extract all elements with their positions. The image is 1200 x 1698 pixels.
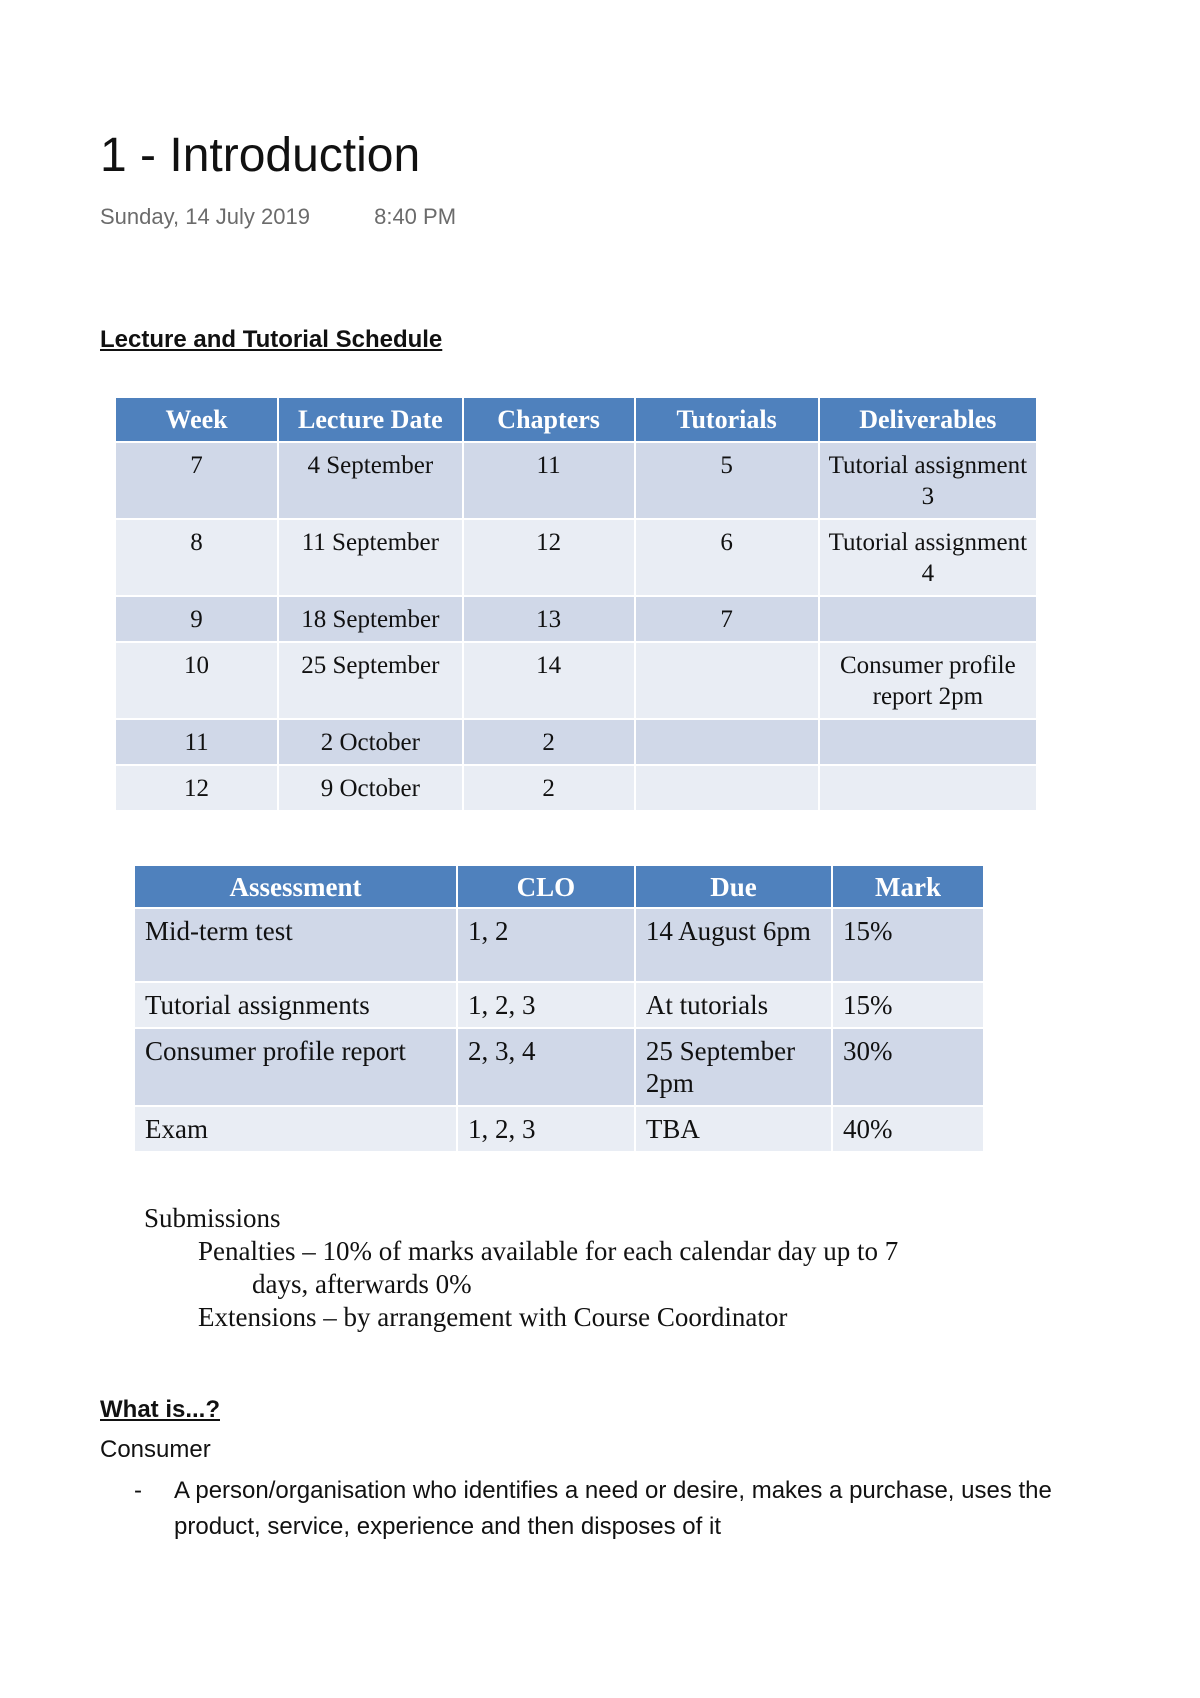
table-row — [115, 596, 1037, 642]
schedule-header-week: Week — [115, 397, 278, 442]
definition-text: A person/organisation who identifies a need or desire, makes a purchase, uses the product, service, experience and then disposes of it — [174, 1477, 1052, 1540]
assessment-header-row — [134, 865, 984, 908]
page-time: 8:40 PM — [374, 204, 457, 229]
table-cell: 6 — [635, 519, 819, 596]
table-cell — [635, 719, 819, 765]
table-cell: 18 September — [278, 596, 462, 642]
table-cell: 1, 2, 3 — [457, 982, 635, 1028]
page-meta — [100, 204, 456, 230]
table-cell: 11 September — [278, 519, 462, 596]
table-row — [134, 908, 984, 982]
table-cell: 2 — [463, 719, 635, 765]
table-cell: Consumer profile report — [134, 1028, 457, 1106]
table-cell: 15% — [832, 908, 984, 982]
table-cell — [635, 642, 819, 719]
table-cell: 1, 2 — [457, 908, 635, 982]
table-cell: 5 — [635, 442, 819, 519]
table-cell: 11 — [463, 442, 635, 519]
assessment-header-mark: Mark — [832, 865, 984, 908]
assessment-table — [133, 864, 985, 1153]
table-cell: 30% — [832, 1028, 984, 1106]
table-cell: 14 — [463, 642, 635, 719]
table-cell: Tutorial assignments — [134, 982, 457, 1028]
table-row — [134, 1106, 984, 1152]
schedule-header-lecture-date: Lecture Date — [278, 397, 462, 442]
table-cell: 9 — [115, 596, 278, 642]
table-cell — [635, 765, 819, 811]
penalties-line-continued: days, afterwards 0% — [252, 1269, 472, 1299]
assessment-header-assessment: Assessment — [134, 865, 457, 908]
table-cell: 2, 3, 4 — [457, 1028, 635, 1106]
penalties-line: Penalties – 10% of marks available for each calendar day up to 7 — [198, 1236, 899, 1266]
schedule-header-chapters: Chapters — [463, 397, 635, 442]
bullet-marker: - — [134, 1477, 142, 1504]
table-cell: 25 September — [278, 642, 462, 719]
table-cell: 7 — [635, 596, 819, 642]
page-title: 1 - Introduction — [100, 129, 421, 182]
schedule-header-tutorials: Tutorials — [635, 397, 819, 442]
term-consumer: Consumer — [100, 1436, 211, 1463]
table-cell: At tutorials — [635, 982, 832, 1028]
table-cell: 12 — [115, 765, 278, 811]
table-cell: 12 — [463, 519, 635, 596]
table-row — [115, 642, 1037, 719]
schedule-header-deliverables: Deliverables — [819, 397, 1037, 442]
extensions-line: Extensions – by arrangement with Course Coordinator — [198, 1302, 788, 1332]
submissions-block — [144, 1202, 898, 1334]
table-cell: 25 September 2pm — [635, 1028, 832, 1106]
table-cell — [819, 765, 1037, 811]
table-cell: 10 — [115, 642, 278, 719]
table-cell: 11 — [115, 719, 278, 765]
table-row — [115, 442, 1037, 519]
schedule-table — [114, 396, 1038, 812]
table-cell: Consumer profile report 2pm — [819, 642, 1037, 719]
table-cell: 2 October — [278, 719, 462, 765]
table-row — [134, 982, 984, 1028]
table-cell: 2 — [463, 765, 635, 811]
assessment-header-due: Due — [635, 865, 832, 908]
table-cell: TBA — [635, 1106, 832, 1152]
schedule-header-row — [115, 397, 1037, 442]
assessment-header-clo: CLO — [457, 865, 635, 908]
table-row — [134, 1028, 984, 1106]
table-cell: Tutorial assignment 3 — [819, 442, 1037, 519]
table-cell: 1, 2, 3 — [457, 1106, 635, 1152]
submissions-title: Submissions — [144, 1203, 281, 1233]
table-cell: 15% — [832, 982, 984, 1028]
table-cell: Tutorial assignment 4 — [819, 519, 1037, 596]
table-cell: 8 — [115, 519, 278, 596]
table-row — [115, 519, 1037, 596]
table-cell: 9 October — [278, 765, 462, 811]
table-cell: 4 September — [278, 442, 462, 519]
table-cell: Exam — [134, 1106, 457, 1152]
what-is-heading: What is...? — [100, 1396, 220, 1423]
table-cell: 40% — [832, 1106, 984, 1152]
table-cell — [819, 719, 1037, 765]
table-row — [115, 719, 1037, 765]
schedule-heading: Lecture and Tutorial Schedule — [100, 326, 443, 353]
page-date: Sunday, 14 July 2019 — [100, 204, 310, 229]
table-cell: Mid-term test — [134, 908, 457, 982]
table-cell — [819, 596, 1037, 642]
table-cell: 7 — [115, 442, 278, 519]
table-cell: 14 August 6pm — [635, 908, 832, 982]
table-row — [115, 765, 1037, 811]
table-cell: 13 — [463, 596, 635, 642]
